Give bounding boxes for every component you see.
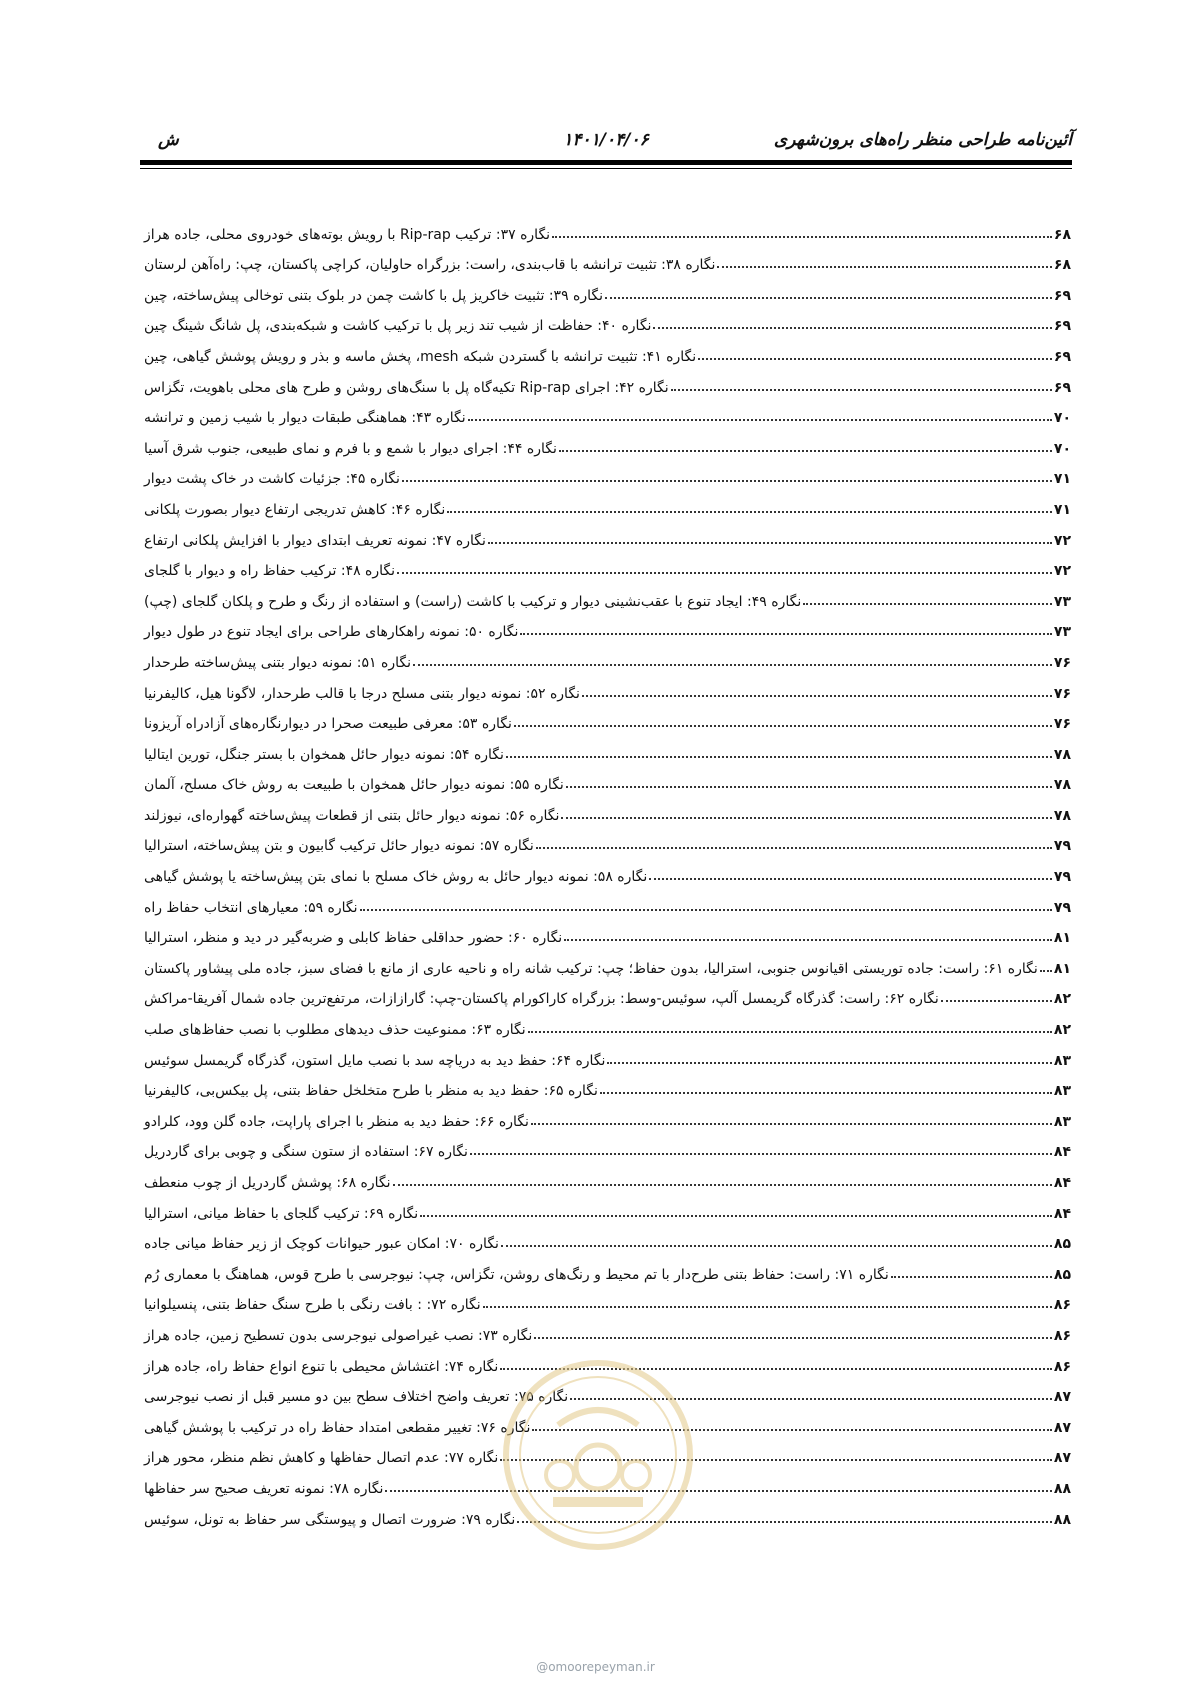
figure-list-entry[interactable] [142,396,1071,427]
figure-entry-title: نگاره ۴۹: ایجاد تنوع با عقب‌نشینی دیوار و ترکیب با کاشت (راست) و استفاده از رنگ و طرح و پلکان گلجای (چپ) [144,593,802,610]
dot-leader [803,603,1052,605]
figure-entry-title: نگاره ۶۷: استفاده از ستون سنگی و چوبی برای گاردریل [144,1144,468,1161]
figure-list-entry[interactable] [142,1069,1071,1100]
figure-list-entry[interactable] [142,212,1071,243]
figure-entry-title: نگاره ۶۸: پوشش گاردریل از چوب منعطف [144,1175,391,1191]
figure-entry-page: ۸۳ [1053,1113,1071,1130]
dot-leader [528,1031,1052,1033]
figure-list-entry[interactable] [142,1007,1071,1038]
figure-entry-title: نگاره ۴۲: اجرای Rip-rap تکیه‌گاه پل با سنگ‌های روشن و طرح های محلی باهویت، تگزاس [144,379,669,396]
dot-leader [501,1245,1052,1247]
header-rule-thick [140,160,1072,165]
document-date: ۱۴۰۱/۰۴/۰۶ [563,130,649,150]
page-header [140,128,1072,164]
figure-entry-page: ۷۰ [1053,410,1071,427]
figure-entry-title: نگاره ۵۰: نمونه راهکارهای طراحی برای ایجاد تنوع در طول دیوار [144,624,519,641]
figure-list-entry[interactable] [142,793,1071,824]
dot-leader [534,1337,1052,1339]
figure-list-entry[interactable] [142,702,1071,733]
figure-entry-page: ۷۲ [1053,532,1071,549]
dot-leader [413,664,1052,666]
figure-entry-title: نگاره ۵۲: نمونه دیوار بتنی مسلح درجا با قالب طرحدار، لاگونا هیل، کالیفرنیا [144,685,580,702]
figure-entry-title: نگاره ۶۰: حضور حداقلی حفاظ کابلی و ضربه‌گیر در دید و منظر، استرالیا [144,930,563,947]
dot-leader [941,1000,1052,1002]
dot-leader [483,1306,1052,1308]
figure-list-entry[interactable] [142,1191,1071,1222]
figure-entry-page: ۷۸ [1053,777,1071,794]
figure-entry-page: ۷۱ [1053,501,1071,518]
figure-list-entry[interactable] [142,854,1071,885]
dot-leader [420,1215,1052,1217]
figure-list-entry[interactable] [142,304,1071,335]
figure-entry-page: ۷۳ [1053,624,1071,641]
figure-entry-title: نگاره ۵۶: نمونه دیوار حائل بتنی از قطعات پیش‌ساخته گهواره‌ای، نیوزلند [144,807,560,824]
dot-leader [468,419,1052,421]
figure-list-entry[interactable] [142,671,1071,702]
figure-entry-page: ۸۶ [1053,1297,1071,1314]
figure-entry-title: نگاره ۵۷: نمونه دیوار حائل ترکیب گابیون و بتن پیش‌ساخته، استرالیا [144,838,534,855]
figure-list-entry[interactable] [142,977,1071,1008]
dot-leader [393,1184,1052,1186]
dot-leader [605,297,1052,299]
figure-entry-page: ۷۹ [1053,899,1071,916]
figure-entry-page: ۸۲ [1053,991,1071,1008]
figure-entry-title: نگاره ۶۱: راست: جاده توریستی اقیانوس جنوبی، استرالیا، بدون حفاظ؛ چپ: ترکیب شانه راه و ناحیه عاری از مانع با فضای سبز، جاده ملی پیشاور پاکستان [144,960,1038,977]
figure-entry-page: ۸۵ [1053,1236,1071,1253]
figure-list-entry[interactable] [142,1160,1071,1191]
dot-leader [536,847,1052,849]
figure-entry-title: نگاره ۴۴: اجرای دیوار با شمع و با فرم و نمای طبیعی، جنوب شرق آسیا [144,440,557,457]
figure-list-entry[interactable] [142,946,1071,977]
figure-list-entry[interactable] [142,1313,1071,1344]
figure-entry-title: نگاره ۷۳: نصب غیراصولی نیوجرسی بدون تسطیح زمین، جاده هراز [144,1327,533,1344]
dot-leader [566,786,1052,788]
dot-leader [514,725,1052,727]
dot-leader [385,1490,1052,1492]
dot-leader [698,358,1052,360]
figure-entry-title: نگاره ۵۳: معرفی طبیعت صحرا در دیوارنگاره‌های آزادراه آریزونا [144,716,512,733]
figure-entry-page: ۶۹ [1053,287,1071,304]
figure-entry-page: ۷۹ [1053,838,1071,855]
figure-list-entry[interactable] [142,457,1071,488]
dot-leader [891,1276,1052,1278]
figure-entry-title: نگاره ۷۵: تعریف واضح اختلاف سطح بین دو مسیر قبل از نصب نیوجرسی [144,1389,569,1406]
figure-entry-page: ۸۶ [1053,1327,1071,1344]
document-title: آئین‌نامه طراحی منظر راه‌های برون‌شهری [773,130,1072,150]
figure-entry-page: ۸۳ [1053,1083,1071,1100]
figure-entry-page: ۷۳ [1053,593,1071,610]
figure-entry-page: ۸۸ [1053,1511,1071,1528]
dot-leader [360,909,1052,911]
figure-entry-title: نگاره ۷۸: نمونه تعریف صحیح سر حفاظها [144,1480,384,1497]
dot-leader [397,572,1052,574]
figure-entry-page: ۸۷ [1053,1389,1071,1406]
figure-entry-page: ۶۹ [1053,348,1071,365]
dot-leader [561,817,1052,819]
figure-list-entry[interactable] [142,579,1071,610]
figure-entry-page: ۷۸ [1053,746,1071,763]
figure-entry-page: ۷۸ [1053,807,1071,824]
figure-entry-page: ۶۹ [1053,379,1071,396]
figure-entry-title: نگاره ۶۵: حفظ دید به منظر با طرح متخلخل حفاظ بتنی، پل بیکس‌بی، کالیفرنیا [144,1083,598,1100]
dot-leader [447,511,1052,513]
figure-entry-title: نگاره ۵۹: معیارهای انتخاب حفاظ راه [144,899,358,916]
dot-leader [488,542,1052,544]
dot-leader [600,1092,1052,1094]
figure-list-entry[interactable] [142,1099,1071,1130]
figure-list-entry[interactable] [142,610,1071,641]
figure-entry-title: نگاره ۶۴: حفظ دید به دریاچه سد با نصب مایل استون، گذرگاه گریمسل سوئیس [144,1052,606,1069]
figure-entry-title: نگاره ۷۷: عدم اتصال حفاظها و کاهش نظم منظر، محور هراز [144,1450,499,1467]
figure-list-entry[interactable] [142,1252,1071,1283]
dot-leader [717,266,1052,268]
figure-entry-page: ۸۴ [1053,1175,1071,1191]
dot-leader [671,389,1052,391]
figure-list-entry[interactable] [142,426,1071,457]
figure-entry-title: نگاره ۵۵: نمونه دیوار حائل همخوان با طبیعت به روش خاک مسلح، آلمان [144,777,564,794]
figure-entry-page: ۶۸ [1053,226,1071,243]
dot-leader [531,1123,1052,1125]
figure-entry-title: نگاره ۴۰: حفاظت از شیب تند زیر پل با ترکیب کاشت و شبکه‌بندی، پل شانگ شینگ چین [144,318,652,335]
figure-entry-title: نگاره ۶۳: ممنوعیت حذف دیدهای مطلوب با نصب حفاظ‌های صلب [144,1022,526,1039]
dot-leader [520,633,1051,635]
figure-entry-title: نگاره ۶۶: حفظ دید به منظر با اجرای پاراپت، جاده گلن وود، کلرادو [144,1113,529,1130]
figure-entry-page: ۷۲ [1053,563,1071,580]
figure-entry-title: نگاره ۷۹: ضرورت اتصال و پیوستگی سر حفاظ به تونل، سوئیس [144,1511,516,1528]
figure-entry-title: نگاره ۷۱: راست: حفاظ بتنی طرح‌دار با تم محیط و رنگ‌های روشن، تگزاس، چپ: نیوجرسی با طرح قوس، هماهنگ با معماری رُم [144,1266,889,1283]
figure-entry-title: نگاره ۶۹: ترکیب گلجای با حفاظ میانی، استرالیا [144,1205,419,1222]
figure-list-entry[interactable] [142,885,1071,916]
figure-entry-page: ۷۶ [1053,654,1071,671]
dot-leader [1040,970,1052,972]
figure-entry-page: ۸۷ [1053,1419,1071,1436]
figure-entry-page: ۸۴ [1053,1144,1071,1161]
figure-entry-page: ۸۶ [1053,1358,1071,1375]
figure-entry-title: نگاره ۳۷: ترکیب Rip-rap با رویش بوته‌های خودروی محلی، جاده هراز [144,226,551,243]
figure-entry-title: نگاره ۴۸: ترکیب حفاظ راه و دیوار با گلجای [144,563,396,580]
figure-entry-title: نگاره ۳۸: تثبیت ترانشه با قاب‌بندی، راست: بزرگراه حاولیان، کراچی پاکستان، چپ: راه‌آهن لرستان [144,257,716,274]
dot-leader [402,480,1052,482]
figure-list-entry[interactable] [142,1038,1071,1069]
figure-entry-title: نگاره ۷۰: امکان عبور حیوانات کوچک از زیر حفاظ میانی جاده [144,1236,499,1253]
dot-leader [649,878,1052,880]
figure-entry-page: ۶۸ [1053,257,1071,274]
figure-entry-title: نگاره ۴۷: نمونه تعریف ابتدای دیوار با افزایش پلکانی ارتفاع [144,532,486,549]
figure-list-entry[interactable] [142,334,1071,365]
figure-entry-title: نگاره ۳۹: تثبیت خاکریز پل با کاشت چمن در بلوک بتنی توخالی پیش‌ساخته، چین [144,287,604,304]
page-label: ش [158,130,179,150]
figure-entry-title: نگاره ۵۴: نمونه دیوار حائل همخوان با بستر جنگل، تورین ایتالیا [144,746,504,763]
figure-entry-page: ۸۸ [1053,1480,1071,1497]
figure-entry-page: ۷۶ [1053,685,1071,702]
dot-leader [564,939,1052,941]
figure-list-entry[interactable] [142,1130,1071,1161]
figure-entry-title: نگاره ۵۱: نمونه دیوار بتنی پیش‌ساخته طرحدار [144,654,411,671]
dot-leader [582,695,1052,697]
omoore-peyman-seal-icon [498,1355,698,1555]
dot-leader [506,756,1052,758]
figure-list-entry[interactable] [142,732,1071,763]
figure-entry-page: ۸۳ [1053,1052,1071,1069]
website-footer: @omoorepeyman.ir [536,1660,655,1674]
figure-entry-title: نگاره ۷۶: تغییر مقطعی امتداد حفاظ راه در ترکیب با پوشش گیاهی [144,1419,531,1436]
figure-list [142,212,1071,1528]
figure-list-entry[interactable] [142,1222,1071,1253]
figure-entry-page: ۷۱ [1053,471,1071,488]
dot-leader [552,236,1052,238]
figure-entry-title: نگاره ۷۴: اغتشاش محیطی با تنوع انواع حفاظ راه، جاده هراز [144,1358,499,1375]
figure-entry-title: نگاره ۴۶: کاهش تدریجی ارتفاع دیوار بصورت پلکانی [144,501,446,518]
dot-leader [559,450,1052,452]
header-rule-thin [140,168,1072,169]
figure-entry-page: ۷۹ [1053,869,1071,886]
figure-list-entry[interactable] [142,243,1071,274]
figure-entry-page: ۸۵ [1053,1266,1071,1283]
dot-leader [653,327,1051,329]
figure-entry-page: ۸۱ [1053,930,1071,947]
figure-list-entry[interactable] [142,824,1071,855]
figure-entry-title: نگاره ۵۸: نمونه دیوار حائل به روش خاک مسلح با نمای بتن پیش‌ساخته یا پوشش گیاهی [144,869,648,886]
figure-list-entry[interactable] [142,518,1071,549]
figure-entry-page: ۶۹ [1053,318,1071,335]
figure-entry-page: ۸۱ [1053,960,1071,977]
figure-list-entry[interactable] [142,916,1071,947]
figure-entry-page: ۷۶ [1053,716,1071,733]
figure-entry-page: ۸۲ [1053,1022,1071,1039]
figure-list-entry[interactable] [142,487,1071,518]
figure-entry-title: نگاره ۷۲: : بافت رنگی با طرح سنگ حفاظ بتنی، پنسیلوانیا [144,1297,481,1314]
dot-leader [607,1062,1051,1064]
figure-list-entry[interactable] [142,763,1071,794]
figure-list-entry[interactable] [142,273,1071,304]
figure-list-entry[interactable] [142,365,1071,396]
figure-entry-page: ۸۴ [1053,1205,1071,1222]
figure-entry-title: نگاره ۴۳: هماهنگی طبقات دیوار با شیب زمین و ترانشه [144,410,466,427]
figure-entry-title: نگاره ۴۵: جزئیات کاشت در خاک پشت دیوار [144,471,400,488]
figure-entry-page: ۷۰ [1053,440,1071,457]
figure-list-entry[interactable] [142,640,1071,671]
figure-list-entry[interactable] [142,549,1071,580]
figure-entry-title: نگاره ۴۱: تثبیت ترانشه با گستردن شبکه mesh، پخش ماسه و بذر و رویش پوشش گیاهی، چین [144,348,697,365]
figure-list-entry[interactable] [142,1283,1071,1314]
figure-entry-page: ۸۷ [1053,1450,1071,1467]
dot-leader [470,1153,1052,1155]
figure-entry-title: نگاره ۶۲: راست: گذرگاه گریمسل آلپ، سوئیس-وسط: بزرگراه کاراکورام پاکستان-چپ: گارازازات، مرتفع‌ترین جاده شمال آفریقا-مراکش [144,991,939,1008]
